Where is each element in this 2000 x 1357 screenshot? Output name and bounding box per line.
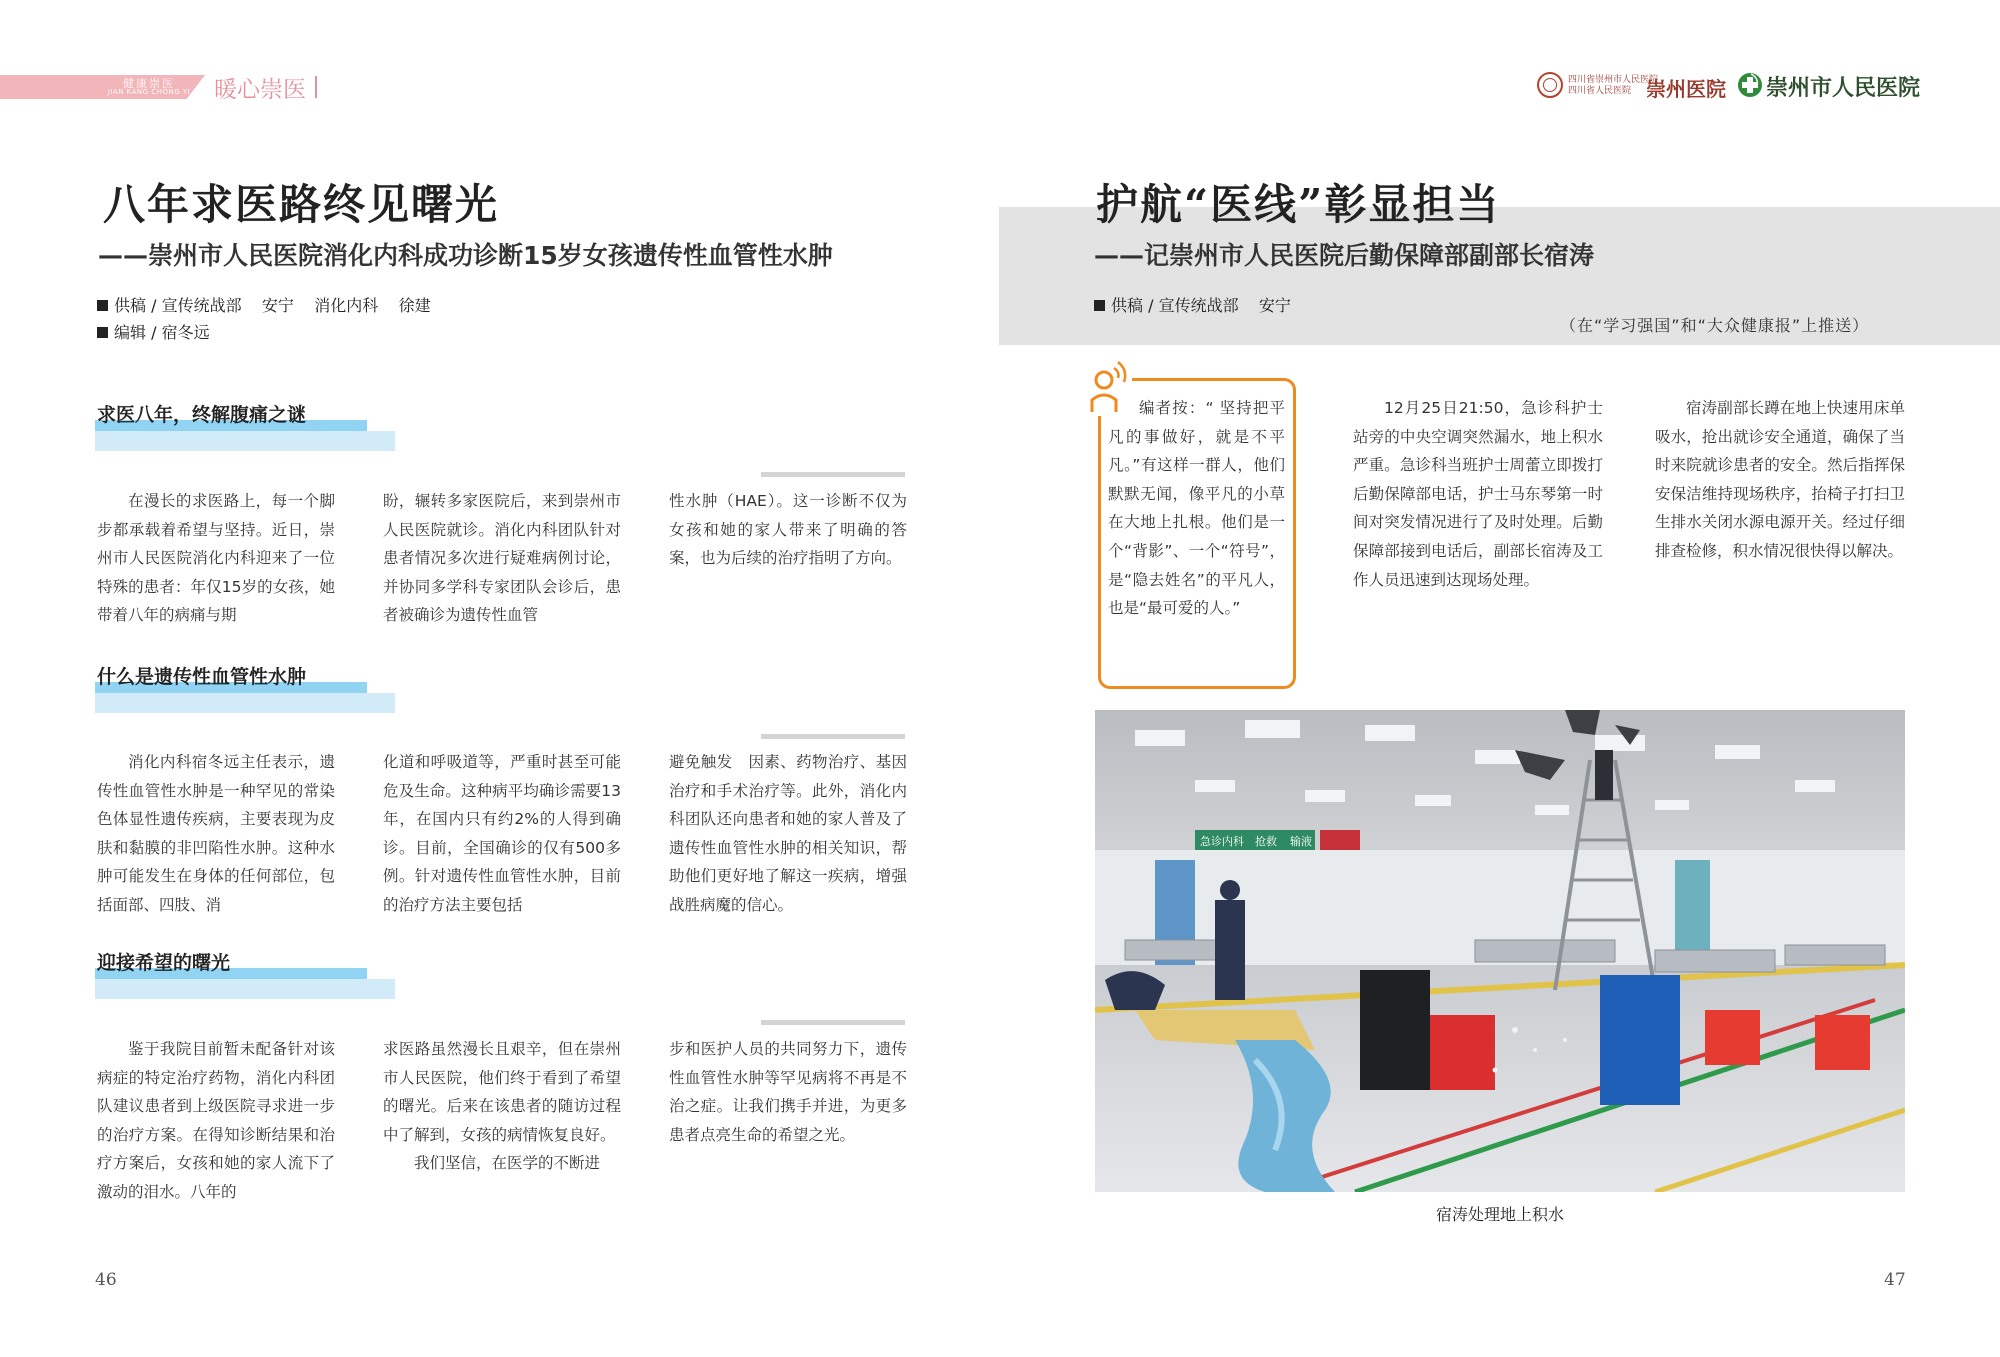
- column-rule: [761, 734, 905, 739]
- editor-note-text: 编者按：“ 坚持把平凡的事做好，就是不平凡。”有这样一群人，他们默默无闻，像平凡的小草在大地上扎根。他们是一个“背影”、一个“符号”，是“隐去姓名”的平凡人，也是“最可爱的人。”: [1108, 399, 1285, 618]
- hospital-seal-icon: [1537, 72, 1563, 98]
- photo-sign-label: 输液: [1290, 836, 1312, 848]
- logo-subtitle-line2: 四川省人民医院: [1568, 86, 1632, 96]
- right-col1: 12月25日21:50，急诊科护士站旁的中央空调突然漏水，地上积水严重。急诊科当班护士周蕾立即拨打后勤保障部电话，护士马东琴第一时间对突发情况进行了及时处理。后勤保障部接到电话后，副部长宿涛及工作人员迅速到达现场处理。: [1353, 399, 1603, 589]
- logo-subtitle-line1: 四川省崇州市人民医院: [1568, 75, 1659, 85]
- left-credit-line: [97, 293, 431, 316]
- left-editor-line: [97, 320, 210, 343]
- photo-sign-label: 急诊内科: [1200, 836, 1244, 848]
- right-article-subtitle: ——记崇州市人民医院后勤保障部副部长宿涛: [1094, 241, 1595, 270]
- publish-note: （在“学习强国”和“大众健康报”上推送）: [1560, 316, 1870, 335]
- section1-col2: 盼，辗转多家医院后，来到崇州市人民医院就诊。消化内科团队针对患者情况多次进行疑难病例讨论，并协同多学科专家团队会诊后，患者被确诊为遗传性血管: [383, 492, 621, 625]
- logo-name-peoples-hospital: 崇州市人民医院: [1766, 75, 1921, 101]
- photo-sign-label: 抢救: [1255, 836, 1277, 848]
- right-col2: 宿涛副部长蹲在地上快速用床单吸水，抢出就诊安全通道，确保了当时来院就诊患者的安全。然后指挥保安保洁维持现场秩序，抬椅子打扫卫生排水关闭水源电源开关。经过仔细排查检修，积水情况很快得以解决。: [1655, 399, 1905, 560]
- column-rule: [761, 1020, 905, 1025]
- left-article-subtitle: ——崇州市人民医院消化内科成功诊断15岁女孩遗传性血管性水肿: [98, 241, 833, 270]
- column-rule: [761, 472, 905, 477]
- logo-name-chongzhou-hospital: 崇州医院: [1646, 77, 1726, 101]
- left-editor-text: 编辑 / 宿冬远: [114, 323, 210, 342]
- section2-col2: 化道和呼吸道等，严重时甚至可能危及生命。这种病平均确诊需要13年，在国内只有约2%的人得到确诊。目前，全国确诊的仅有500多例。针对遗传性血管性水肿，目前的治疗方法主要包括: [383, 753, 621, 914]
- section-divider: [315, 76, 317, 98]
- right-article-title: 护航“医线”彰显担当: [1096, 180, 1501, 229]
- left-credit-text: 供稿 / 宣传统战部 安宁 消化内科 徐建: [114, 296, 431, 315]
- section-name: 暖心崇医: [214, 77, 306, 103]
- brand-name-en: JIAN KANG CHONG YI: [107, 88, 191, 96]
- section3-col3: 步和医护人员的共同努力下，遗传性血管性水肿等罕见病将不再是不治之症。让我们携手并进，为更多患者点亮生命的希望之光。: [669, 1040, 907, 1144]
- section1-col1: 在漫长的求医路上，每一个脚步都承载着希望与坚持。近日，崇州市人民医院消化内科迎来了一位特殊的患者：年仅15岁的女孩，她带着八年的病痛与期: [97, 492, 335, 625]
- right-credit-line: [1094, 293, 1291, 316]
- photo-caption: 宿涛处理地上积水: [1435, 1205, 1564, 1224]
- section2-col1: 消化内科宿冬远主任表示，遗传性血管性水肿是一种罕见的常染色体显性遗传疾病，主要表现为皮肤和黏膜的非凹陷性水肿。这种水肿可能发生在身体的任何部位，包括面部、四肢、消: [97, 753, 335, 914]
- section3-col2: 求医路虽然漫长且艰辛，但在崇州市人民医院，他们终于看到了希望的曙光。后来在该患者的随访过程中了解到，女孩的病情恢复良好。 我们坚信，在医学的不断进: [383, 1040, 621, 1173]
- section3-col1: 鉴于我院目前暂未配备针对该病症的特定治疗药物，消化内科团队建议患者到上级医院寻求进一步的治疗方案。在得知诊断结果和治疗方案后，女孩和她的家人流下了激动的泪水。八年的: [97, 1040, 335, 1201]
- brand-name: 健康崇医: [123, 77, 175, 90]
- photo-water-cleanup: [1095, 710, 1905, 1192]
- section2-col3: 避免触发 因素、药物治疗、基因治疗和手术治疗等。此外，消化内科团队还向患者和她的家人普及了遗传性血管性水肿的相关知识，帮助他们更好地了解这一疾病，增强战胜病魔的信心。: [669, 753, 907, 914]
- right-credit-text: 供稿 / 宣传统战部 安宁: [1111, 296, 1291, 315]
- page-number-right: 47: [1884, 1270, 1906, 1290]
- hospital-cross-icon: [1737, 72, 1763, 98]
- left-article-title: 八年求医路终见曙光: [103, 180, 500, 229]
- section1-col3: 性水肿（HAE）。这一诊断不仅为女孩和她的家人带来了明确的答案，也为后续的治疗指明了方向。: [669, 492, 907, 568]
- page-number-left: 46: [95, 1270, 117, 1290]
